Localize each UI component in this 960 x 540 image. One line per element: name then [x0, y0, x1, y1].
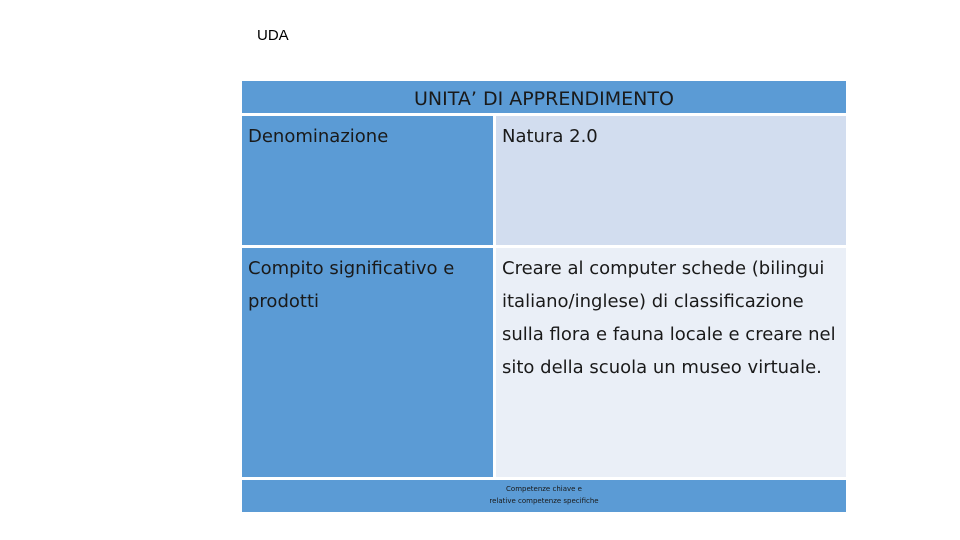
compito-label: Compito significativo e prodotti [242, 248, 493, 477]
competenze-footer [242, 480, 846, 512]
denominazione-label: Denominazione [242, 116, 493, 245]
table-header: UNITA’ DI APPRENDIMENTO [242, 81, 846, 113]
slide-label: UDA [257, 27, 289, 44]
denominazione-value: Natura 2.0 [496, 116, 846, 245]
footer-line-1: Competenze chiave e [506, 485, 582, 493]
compito-value: Creare al computer schede (bilingui italiano/inglese) di classificazione sulla flora e fauna locale e creare nel sito della scuola un museo virtuale. [496, 248, 846, 477]
uda-table [242, 81, 846, 512]
footer-line-2: relative competenze specifiche [489, 497, 599, 505]
